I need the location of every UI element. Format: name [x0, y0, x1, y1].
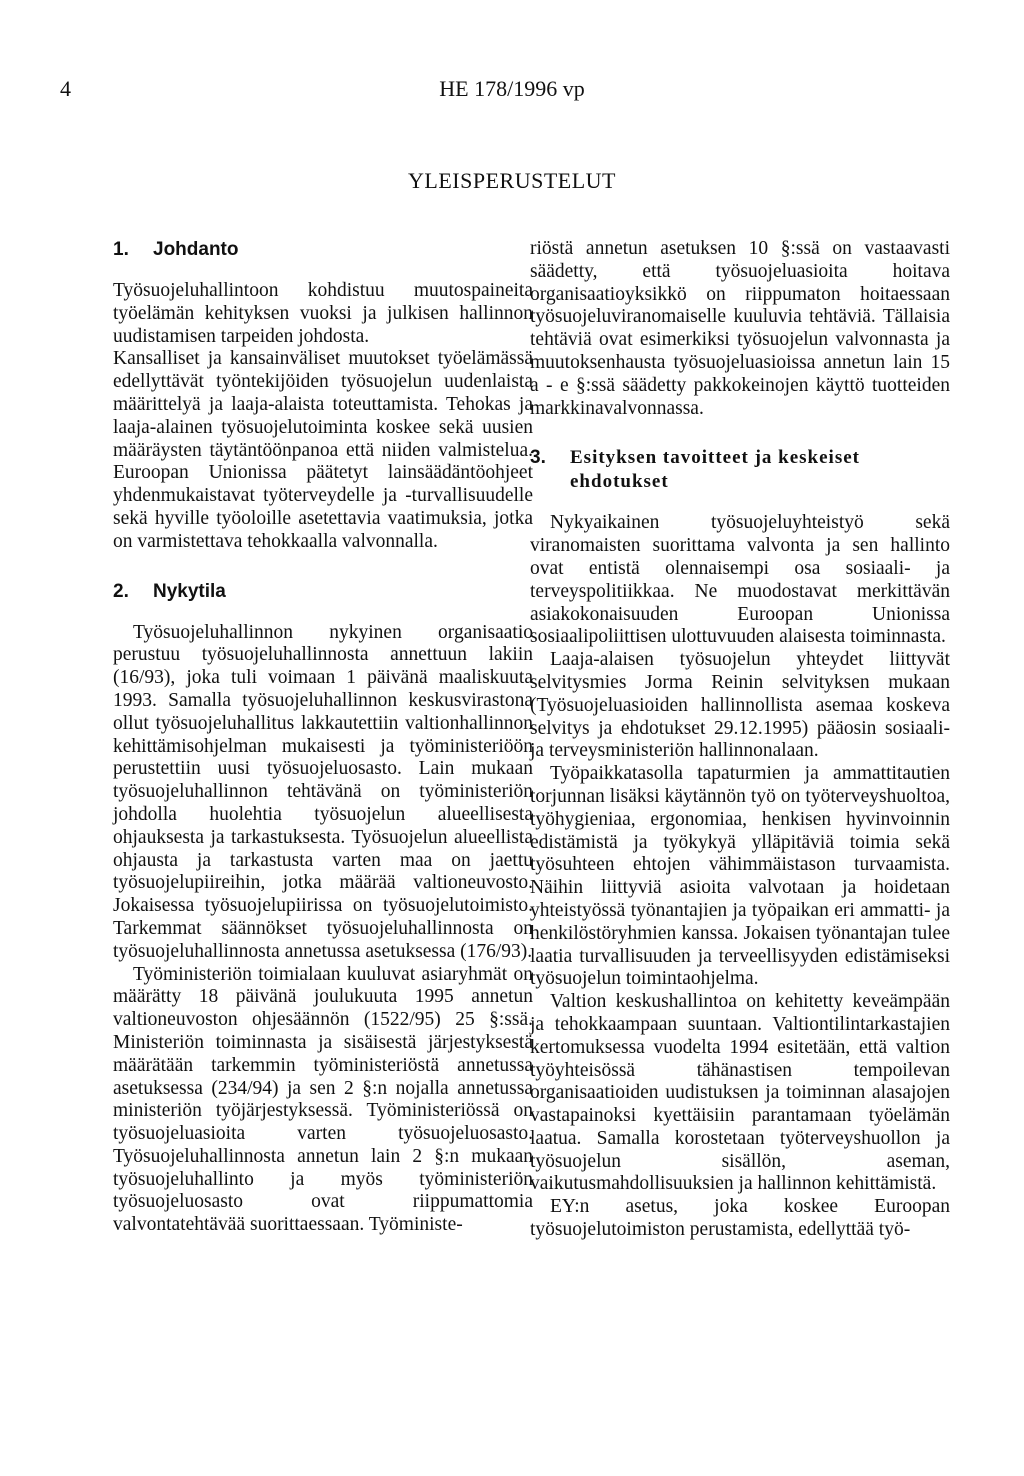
paragraph: Työsuojeluhallintoon kohdistuu muutospaineita työelämän kehityksen vuoksi ja julkisen hallinnon uudistamisen tarpeiden johdosta.: [113, 280, 533, 347]
paragraph: Nykyaikainen työsuojeluyhteistyö sekä viranomaisten suorittama valvonta ja sen hallinto ovat entistä olennaisempi osa sosiaali- ja terveyspolitiikkaa. Ne muodostavat merkittävän asiakokonaisuuden Euroopan Unionissa sosiaalipoliittisen ulottuvuuden alaisesta toiminnasta.: [530, 512, 950, 648]
section-heading-title: Esityksen tavoitteet ja keskeiset ehdotukset: [570, 447, 860, 493]
section-heading-proposals: [530, 446, 950, 494]
right-column: [530, 238, 950, 1242]
left-column: [113, 238, 533, 1237]
section-heading-title: Johdanto: [153, 239, 239, 260]
section-heading-introduction: [113, 238, 533, 262]
document-id: HE 178/1996 vp: [439, 76, 585, 101]
section-number: 3.: [530, 447, 546, 469]
page-number: 4: [60, 76, 71, 101]
paragraph: Valtion keskushallintoa on kehitetty keveämpään ja tehokkaampaan suuntaan. Valtiontilintarkastajien kertomuksessa vuodelta 1994 esitetään, että valtion työyhteisössä tähänastisen tempoilevan organisaatioiden uudistuksen ja toiminnan alasajojen vastapainoksi kyettäisiin parantamaan työelämän laatua. Samalla korostetaan työterveyshuollon ja työsuojelun sisällön, aseman, vaikutusmahdollisuuksien ja hallinnon kehittämistä.: [530, 991, 950, 1195]
paragraph: EY:n asetus, joka koskee Euroopan työsuojelutoimiston perustamista, edellyttää työ-: [530, 1196, 950, 1241]
paragraph: Työsuojeluhallinnon nykyinen organisaatio perustuu työsuojeluhallinnosta annettuun lakiin (16/93), joka tuli voimaan 1 päivänä maaliskuuta 1993. Samalla työsuojeluhallinnon keskusvirastona ollut työsuojeluhallitus lakkautettiin valtionhallinnon kehittämisohjelman mukaisesti ja työministeriöön perustettiin uusi työsuojeluosasto. Lain mukaan työsuojeluhallinnon tehtävänä on työministeriön johdolla huolehtia työsuojelun alueellisesta ohjauksesta ja tarkastuksesta. Työsuojelun alueellista ohjausta ja tarkastusta varten maa on jaettu työsuojelupiireihin, jotka määrää valtioneuvosto. Jokaisessa työsuojelupiirissa on työsuojelutoimisto. Tarkemmat säännökset työsuojeluhallinnosta on työsuojeluhallinnosta annetussa asetuksessa (176/93).: [113, 621, 533, 962]
section-number: 1.: [113, 239, 129, 260]
paragraph: Kansalliset ja kansainväliset muutokset työelämässä edellyttävät työntekijöiden työsuojelun uudenlaista määrittelyä ja laaja-alaista toteuttamista. Tehokas ja laaja-alainen työsuojelutoiminta koskee sekä uusien määräysten täytäntöönpanoa että niiden valmistelua. Euroopan Unionissa päätetyt lainsäädäntöohjeet yhdenmukaistavat työterveydelle ja -turvallisuudelle sekä hyville työoloille asetettavia vaatimuksia, jotka on varmistettava tehokkaalla valvonnalla.: [113, 348, 533, 552]
paragraph: Työpaikkatasolla tapaturmien ja ammattitautien torjunnan lisäksi käytännön työ on työterveyshuoltoa, työhygieniaa, ergonomiaa, henkisen hyvinvoinnin edistämistä ja työkykyä ylläpitäviä toimia sekä työsuhteen ehtojen vähimmäistason turvaamista. Näihin liittyviä asioita valvotaan ja hoidetaan yhteistyössä työnantajien ja työpaikan eri ammatti- ja henkilöstöryhmien kanssa. Jokaisen työnantajan tulee laatia turvallisuuden ja terveellisyyden edistämiseksi työsuojelun toimintaohjelma.: [530, 763, 950, 990]
paragraph-continuation: riöstä annetun asetuksen 10 §:ssä on vastaavasti säädetty, että työsuojeluasioita hoitava organisaatioyksikkö on riippumaton hoitaessaan työsuojeluviranomaiselle kuuluvia tehtäviä. Tällaisia tehtäviä ovat esimerkiksi työsuojelun valvonnasta ja muutoksenhausta työsuojeluasioissa annetun lain 15 a - e §:ssä säädetty pakkokeinojen käyttö tuotteiden markkinavalvonnassa.: [530, 238, 950, 419]
section-title: YLEISPERUSTELUT: [408, 168, 616, 193]
section-heading-title: Nykytila: [153, 580, 226, 602]
section-number: 2.: [113, 580, 129, 602]
paragraph: Työministeriön toimialaan kuuluvat asiaryhmät on määrätty 18 päivänä joulukuuta 1995 annetun valtioneuvoston ohjesäännön (1522/95) 25 §:ssä. Ministeriön toiminnasta ja sisäisestä järjestyksestä määrätään tarkemmin työministeriöstä annetussa asetuksessa (234/94) ja sen 2 §:n nojalla annetussa ministeriön työjärjestyksessä. Työministeriössä on työsuojeluasioita varten työsuojeluosasto. Työsuojeluhallinnosta annetun lain 2 §:n mukaan työsuojeluhallinto ja myös työministeriön työsuojeluosasto ovat riippumattomia valvontatehtävää suorittaessaan. Työministe-: [113, 963, 533, 1236]
section-heading-current-state: [113, 580, 533, 604]
paragraph: Laaja-alaisen työsuojelun yhteydet liittyvät selvitysmies Jorma Reinin selvityksen mukaan (Työsuojeluasioiden hallinnollista asemaa koskeva selvitys ja ehdotukset 29.12.1995) pääosin sosiaali- ja terveysministeriön hallinnonalaan.: [530, 649, 950, 762]
